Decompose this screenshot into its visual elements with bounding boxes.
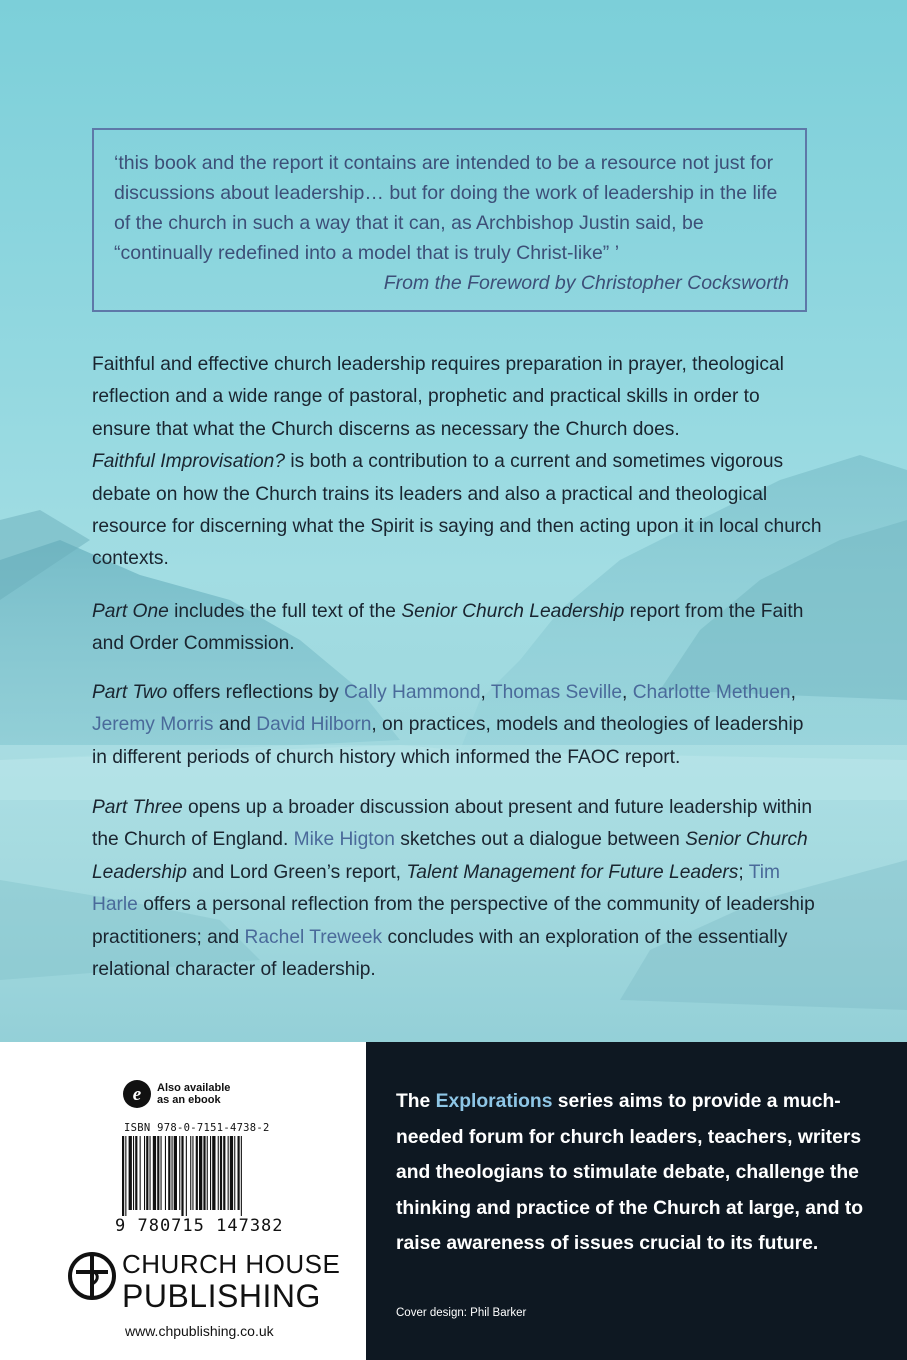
barcode-bar [220, 1136, 222, 1210]
barcode-bar [174, 1136, 177, 1210]
barcode-number: 9 780715 147382 [115, 1216, 284, 1236]
series-panel [366, 1042, 907, 1360]
ebook-e-icon [122, 1079, 152, 1109]
part-two-text: offers reflections by [167, 682, 345, 703]
barcode-bar [157, 1136, 159, 1210]
barcode-bar [207, 1136, 208, 1210]
barcode-bar [144, 1136, 145, 1210]
part-one-paragraph [92, 596, 822, 661]
author-name: Mike Higton [293, 829, 395, 851]
quote-attribution: From the Foreword by Christopher Cocksworth [383, 272, 789, 294]
part-three-label: Part Three [92, 797, 183, 818]
series-text: The [396, 1091, 436, 1112]
ebook-badge [122, 1079, 237, 1109]
barcode-bar [165, 1136, 166, 1210]
series-text-2: series aims to provide a much-needed forum for church leaders, teachers, writers and theologians to stimulate debate, challenge the thinking and practice of the Church at large, and to raise awareness of issues crucial to its future. [396, 1091, 864, 1254]
barcode-bar [135, 1136, 137, 1210]
barcode-bar [212, 1136, 215, 1210]
barcode-bar [199, 1136, 202, 1210]
report-title: Senior Church Leadership [401, 601, 625, 622]
barcode-bar [129, 1136, 132, 1210]
intro-text-2: is both a contribution to a current and sometimes vigorous debate on how the Church trains its leaders and also a practical and theological resource for discerning what the Spirit is saying and then acting upon it in local church contexts. [92, 451, 822, 570]
part-one-label: Part One [92, 601, 169, 622]
publisher-name-line1: CHURCH HOUSE [122, 1249, 341, 1279]
author-name: David Hilborn [256, 714, 372, 736]
barcode-bar [234, 1136, 235, 1210]
barcode-bar [172, 1136, 173, 1210]
intro-text: Faithful and effective church leadership requires preparation in prayer, theological reflection and a wide range of pastoral, prophetic and practical skills in order to ensure that what the Church discerns as necessary the Church does. [92, 354, 784, 440]
author-name: Thomas Seville [490, 682, 623, 703]
barcode-bar [190, 1136, 191, 1210]
part-three-text-3: and Lord Green’s report, [186, 861, 407, 883]
barcode-bar [179, 1136, 180, 1210]
barcode-bar [181, 1136, 183, 1216]
barcode-bar [210, 1136, 211, 1210]
barcode-bar [196, 1136, 198, 1210]
part-three-text: opens up a broader discussion about present and future leadership within the Church of England. [92, 797, 812, 851]
barcode-bar [168, 1136, 170, 1210]
author-name: Jeremy Morris [92, 714, 214, 736]
barcode-bar [122, 1136, 124, 1216]
barcode [120, 1136, 282, 1216]
separator: , [480, 682, 491, 703]
separator: , [790, 682, 796, 703]
barcode-bar [161, 1136, 162, 1210]
author-name: Cally Hammond [344, 682, 481, 703]
cover-credit: Cover design: Phil Barker [396, 1307, 527, 1319]
book-title: Faithful Improvisation? [92, 451, 286, 473]
barcode-bar [230, 1136, 233, 1210]
part-two-text-2: , on practices, models and theologies of leadership in different periods of church history which informed the FAOC report. [92, 714, 804, 768]
ebook-line1: Also available [157, 1082, 231, 1094]
separator: ; [738, 861, 749, 883]
series-description [396, 1084, 886, 1262]
barcode-bar [186, 1136, 187, 1216]
barcode-bar [150, 1136, 151, 1210]
barcode-bar [133, 1136, 134, 1210]
barcode-bar [125, 1136, 126, 1216]
separator: and [213, 714, 257, 736]
barcode-bar [218, 1136, 219, 1210]
barcode-bar [241, 1136, 242, 1216]
part-three-text-4: offers a personal reflection from the perspective of the community of leadership practitioners; and [92, 894, 815, 948]
part-three-text-2: sketches out a dialogue between [394, 829, 686, 851]
publisher-url: www.chpublishing.co.uk [125, 1323, 274, 1339]
author-name: Rachel Treweek [244, 926, 383, 948]
part-three-text-5: concludes with an exploration of the essentially relational character of leadership. [92, 926, 788, 981]
part-two-label: Part Two [92, 682, 168, 703]
barcode-bar [223, 1136, 225, 1210]
part-two-paragraph [92, 677, 822, 774]
series-name: Explorations [435, 1091, 553, 1112]
ebook-line2: as an ebook [157, 1094, 221, 1106]
barcode-bar [238, 1136, 240, 1210]
part-one-text: includes the full text of the [168, 601, 402, 622]
barcode-bar [228, 1136, 229, 1210]
barcode-bar [140, 1136, 141, 1210]
publisher-panel [0, 1042, 366, 1360]
quote-text: ‘this book and the report it contains are intended to be a resource not just for discussions about leadership… but for doing the work of leadership in the life of the church in such a way that it can, as Archbishop Justin said, be “continually redefined into a model that is truly Christ-like” ’ [114, 152, 778, 264]
foreword-quote-box [92, 128, 807, 312]
barcode-bar [146, 1136, 148, 1210]
author-name: Charlotte Methuen [632, 682, 791, 703]
intro-paragraph [92, 349, 822, 576]
publisher-name-line2: PUBLISHING [122, 1278, 321, 1314]
part-one-text-2: report from the Faith and Order Commission. [92, 601, 804, 655]
svg-text:e: e [132, 1084, 142, 1105]
report-title: Senior Church Leadership [92, 829, 808, 883]
separator: , [622, 682, 633, 703]
cross-circle-logo [66, 1250, 118, 1302]
barcode-bar [192, 1136, 193, 1210]
barcode-bar [203, 1136, 205, 1210]
part-three-paragraph [92, 792, 822, 986]
isbn-label: ISBN 978-0-7151-4738-2 [124, 1122, 270, 1134]
barcode-bar [153, 1136, 156, 1210]
report-title: Talent Management for Future Leaders [406, 861, 739, 883]
author-name: Tim Harle [92, 861, 780, 916]
